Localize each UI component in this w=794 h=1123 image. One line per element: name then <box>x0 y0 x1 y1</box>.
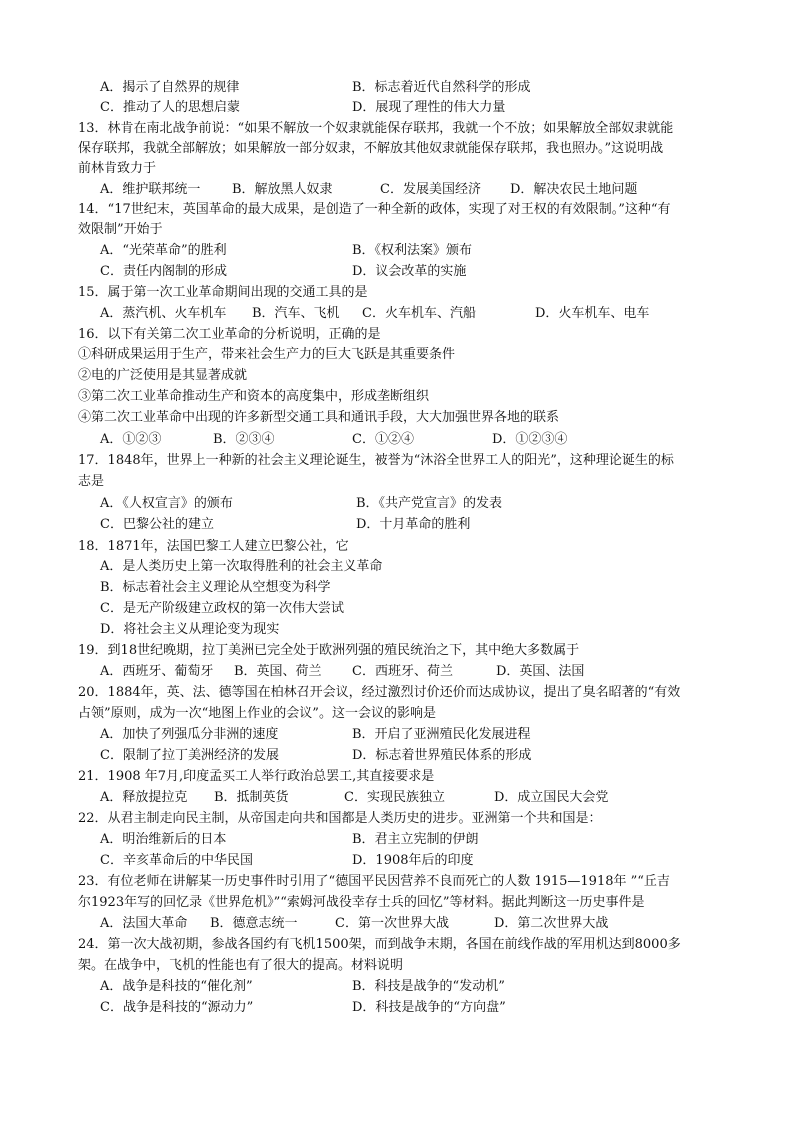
q22-option-d: D．1908年后的印度 <box>352 853 474 868</box>
q24-option-c: C．战争是科技的“源动力” <box>100 1000 254 1015</box>
q14-option-a: A．“光荣革命”的胜利 <box>100 243 227 258</box>
q18-option-d: D．将社会主义从理论变为现实 <box>100 622 280 637</box>
q13-option-d: D．解决农民土地问题 <box>510 182 638 197</box>
q14-option-d: D．议会改革的实施 <box>352 264 467 279</box>
q13-stem-line: 前林肯致力于 <box>78 161 157 176</box>
q23-option-d: D．第二次世界大战 <box>494 916 609 931</box>
q19-stem: 19．到18世纪晚期，拉丁美洲已完全处于欧洲列强的殖民统治之下，其中绝大多数属于 <box>78 643 580 658</box>
q14-option-c: C．责任内阁制的形成 <box>100 264 227 279</box>
q16-option-c: C．①②④ <box>352 432 414 447</box>
q23-stem-line: 尔1923年写的回忆录《世界危机》”“索姆河战役幸存士兵的回忆”等材料。据此判断这一历史事件是 <box>78 895 645 910</box>
q20-option-d: D．标志着世界殖民体系的形成 <box>352 748 532 763</box>
q13-option-a: A．维护联邦统一 <box>100 182 201 197</box>
q12-option-a: A．揭示了自然界的规律 <box>100 80 240 95</box>
q16-item: ③第二次工业革命推动生产和资本的高度集中，形成垄断组织 <box>78 389 430 404</box>
q14-option-b: B．《权利法案》颁布 <box>352 243 473 258</box>
q19-option-c: C．西班牙、荷兰 <box>352 664 453 679</box>
q20-stem-line: 20．1884年，英、法、德等国在柏林召开会议，经过激烈讨价还价而达成协议，提出了臭名昭著的“有效 <box>78 685 681 700</box>
q13-option-b: B．解放黑人奴隶 <box>232 182 333 197</box>
q15-stem: 15．属于第一次工业革命期间出现的交通工具的是 <box>78 285 368 300</box>
q24-option-a: A．战争是科技的“催化剂” <box>100 979 253 994</box>
q20-stem-line: 占领”原则，成为一次“地图上作业的会议”。这一会议的影响是 <box>78 706 436 721</box>
q22-stem: 22．从君主制走向民主制，从帝国走向共和国都是人类历史的进步。亚洲第一个共和国是： <box>78 811 602 826</box>
q23-option-c: C．第一次世界大战 <box>335 916 449 931</box>
q14-stem-line: 14．“17世纪末，英国革命的最大成果，是创造了一种全新的政体，实现了对王权的有效限制。”这种“有 <box>78 202 671 217</box>
q20-option-a: A．加快了列强瓜分非洲的速度 <box>100 727 279 742</box>
q23-option-b: B．德意志统一 <box>210 916 298 931</box>
q12-option-b: B．标志着近代自然科学的形成 <box>352 80 531 95</box>
q21-stem: 21．1908 年7月,印度孟买工人举行政治总罢工,其直接要求是 <box>78 769 435 784</box>
q16-item: ④第二次工业革命中出现的许多新型交通工具和通讯手段，大大加强世界各地的联系 <box>78 410 560 425</box>
q21-option-b: B．抵制英货 <box>214 790 289 805</box>
q15-option-c: C．火车机车、汽船 <box>362 306 476 321</box>
q21-option-a: A．释放提拉克 <box>100 790 188 805</box>
q18-stem: 18．1871年，法国巴黎工人建立巴黎公社，它 <box>78 539 349 554</box>
q20-option-c: C．限制了拉丁美洲经济的发展 <box>100 748 279 763</box>
q22-option-b: B．君主立宪制的伊朗 <box>352 832 479 847</box>
q17-option-d: D．十月革命的胜利 <box>356 517 471 532</box>
q12-option-d: D．展现了理性的伟大力量 <box>352 100 506 115</box>
q16-stem: 16．以下有关第二次工业革命的分析说明，正确的是 <box>78 327 381 342</box>
q15-option-b: B．汽车、飞机 <box>252 306 340 321</box>
q24-stem-line: 架。在战争中，飞机的性能也有了很大的提高。材料说明 <box>78 958 404 973</box>
q22-option-c: C．辛亥革命后的中华民国 <box>100 853 253 868</box>
q21-option-d: D．成立国民大会党 <box>494 790 609 805</box>
q16-option-a: A．①②③ <box>100 432 162 447</box>
q24-option-b: B．科技是战争的“发动机” <box>352 979 505 994</box>
q13-stem-line: 13．林肯在南北战争前说：“如果不解放一个奴隶就能保存联邦，我就一个不放；如果解放全部奴隶就能 <box>78 121 674 136</box>
q24-option-d: D．科技是战争的“方向盘” <box>352 1000 506 1015</box>
q16-option-d: D．①②③④ <box>492 432 568 447</box>
q15-option-d: D．火车机车、电车 <box>535 306 650 321</box>
q12-option-c: C．推动了人的思想启蒙 <box>100 100 240 115</box>
q16-item: ②电的广泛使用是其显著成就 <box>78 368 248 383</box>
q18-option-c: C．是无产阶级建立政权的第一次伟大尝试 <box>100 601 344 616</box>
q17-option-a: A．《人权宣言》的颁布 <box>100 496 233 511</box>
q20-option-b: B．开启了亚洲殖民化发展进程 <box>352 727 531 742</box>
q17-stem-line: 17．1848年，世界上一种新的社会主义理论诞生，被誉为“沐浴全世界工人的阳光”，这种理论诞生的标 <box>78 453 674 468</box>
q22-option-a: A．明治维新后的日本 <box>100 832 227 847</box>
q17-option-c: C．巴黎公社的建立 <box>100 517 214 532</box>
q16-item: ①科研成果运用于生产，带来社会生产力的巨大飞跃是其重要条件 <box>78 347 456 362</box>
q18-option-b: B．标志着社会主义理论从空想变为科学 <box>100 580 331 595</box>
q23-option-a: A．法国大革命 <box>100 916 188 931</box>
q13-stem-line: 保存联邦，我就全部解放；如果解放一部分奴隶，不解放其他奴隶就能保存联邦，我也照办。”这说明战 <box>78 141 664 156</box>
q16-option-b: B．②③④ <box>213 432 275 447</box>
q23-stem-line: 23．有位老师在讲解某一历史事件时引用了“德国平民因营养不良而死亡的人数 1915—1918年 ”“丘吉 <box>78 874 670 889</box>
q15-option-a: A．蒸汽机、火车机车 <box>100 306 227 321</box>
q17-option-b: B．《共产党宣言》的发表 <box>356 496 503 511</box>
q19-option-b: B．英国、荷兰 <box>234 664 322 679</box>
q18-option-a: A．是人类历史上第一次取得胜利的社会主义革命 <box>100 559 383 574</box>
q19-option-d: D．英国、法国 <box>496 664 585 679</box>
q13-option-c: C．发展美国经济 <box>380 182 481 197</box>
q17-stem-line: 志是 <box>78 474 105 489</box>
q21-option-c: C．实现民族独立 <box>344 790 445 805</box>
q24-stem-line: 24．第一次大战初期，参战各国约有飞机1500架，而到战争末期，各国在前线作战的军用机达到8000多 <box>78 937 681 952</box>
q14-stem-line: 效限制”开始于 <box>78 222 163 237</box>
q19-option-a: A．西班牙、葡萄牙 <box>100 664 214 679</box>
